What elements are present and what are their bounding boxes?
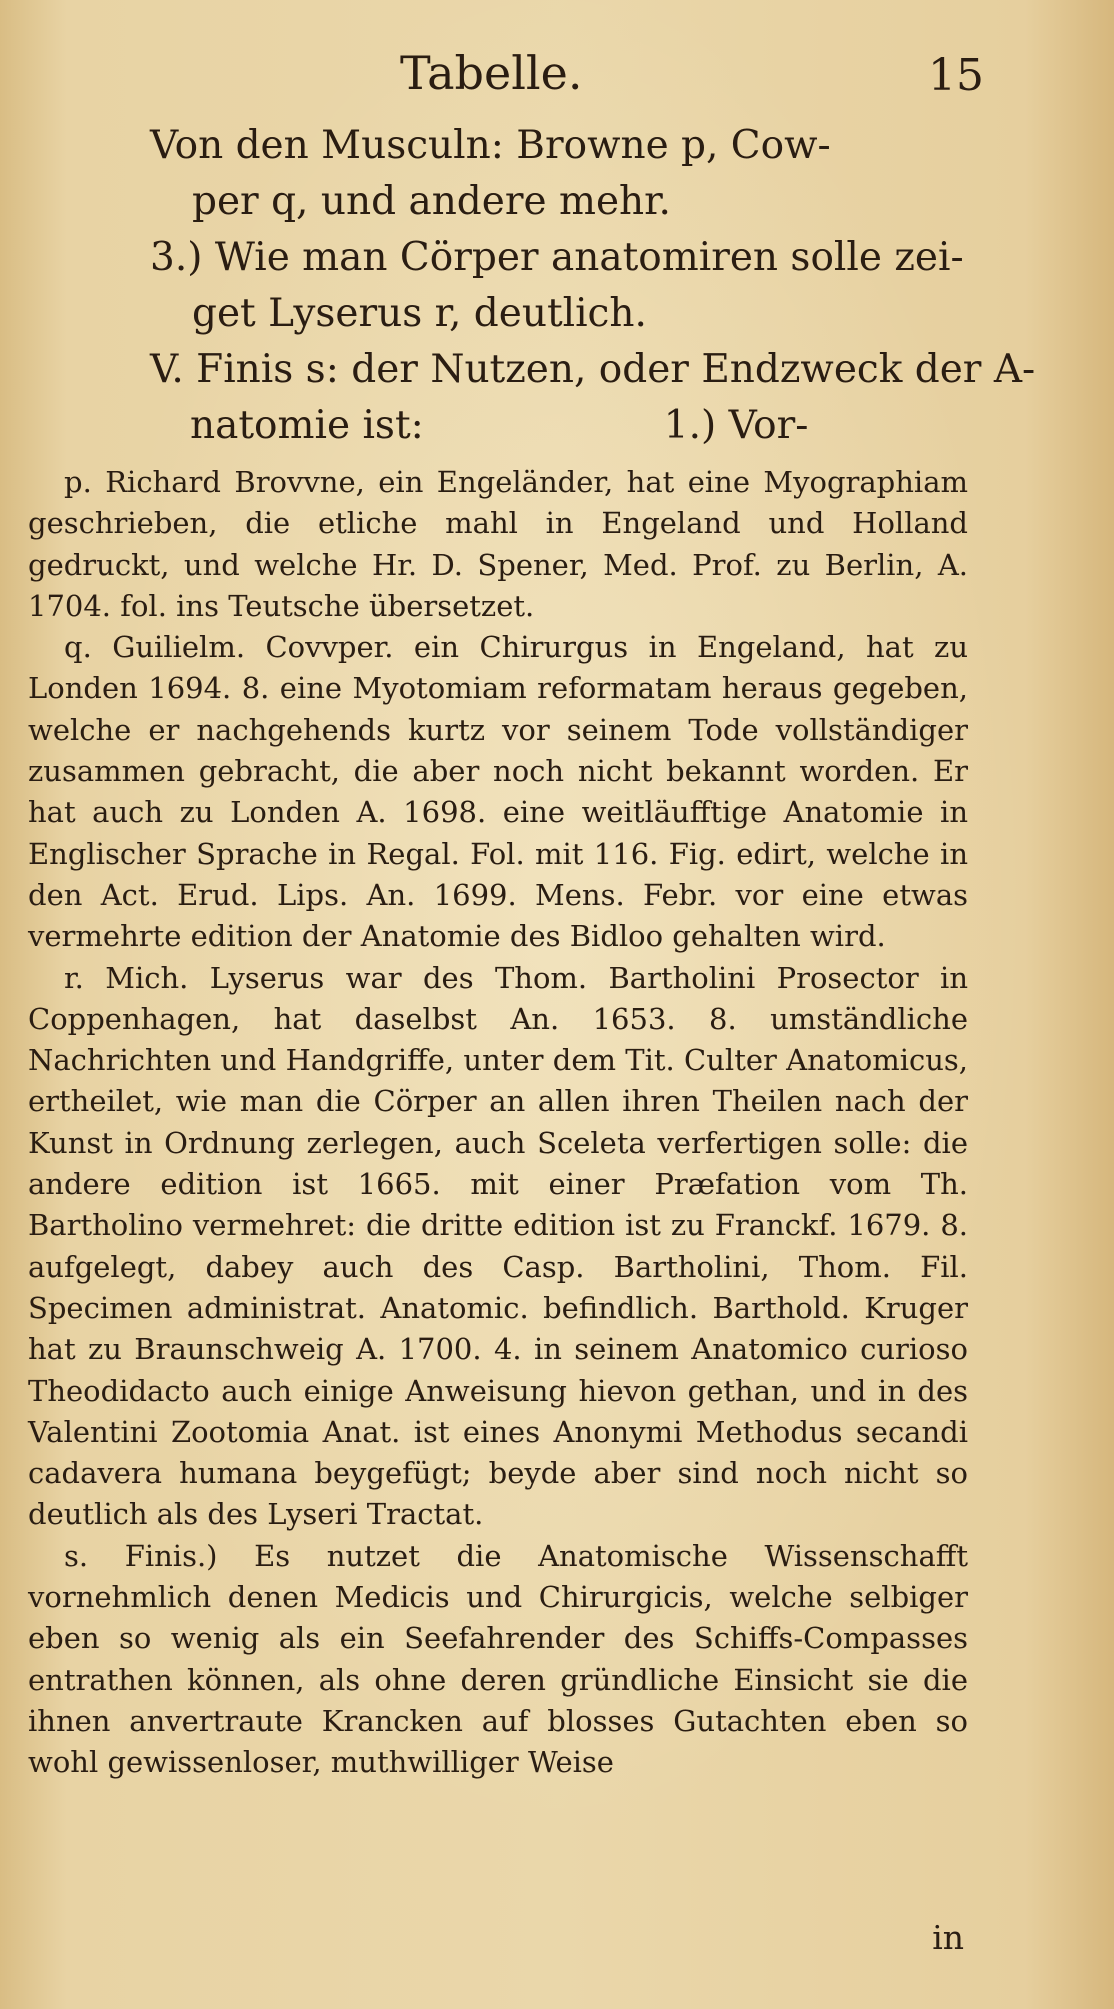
- main-line: Von den Musculn: Browne p, Cow-: [150, 123, 831, 168]
- main-line-left: natomie ist:: [190, 403, 424, 448]
- footnote-q: q. Guilielm. Covvper. ein Chirurgus in Engeland, hat zu Londen 1694. 8. eine Myotomiam reformatam heraus gegeben, welche er nachgehends kurtz vor seinem Tode vollständiger zusammen gebracht, die aber noch nicht bekannt worden. Er hat auch zu Londen A. 1698. eine weitläufftige Anatomie in Englischer Sprache in Regal. Fol. mit 116. Fig. edirt, welche in den Act. Erud. Lips. An. 1699. Mens. Febr. vor eine etwas vermehrte edition der Anatomie des Bidloo gehalten wird.: [28, 630, 968, 954]
- main-line: get Lyserus r, deutlich.: [192, 291, 647, 336]
- running-title: Tabelle.: [400, 46, 583, 100]
- main-line: V. Finis s: der Nutzen, oder Endzweck der A-: [150, 347, 1036, 392]
- running-header: [0, 46, 1114, 116]
- footnotes: [28, 462, 968, 1784]
- footnote-r: r. Mich. Lyserus war des Thom. Bartholini Prosector in Coppenhagen, hat daselbst An. 1653. 8. umständliche Nachrichten und Handgriffe, unter dem Tit. Culter Anatomicus, ertheilet, wie man die Cörper an allen ihren Theilen nach der Kunst in Ordnung zerlegen, auch Sceleta verfertigen solle: die andere edition ist 1665. mit einer Præfation vom Th. Bartholino vermehret: die dritte edition ist zu Franckf. 1679. 8. aufgelegt, dabey auch des Casp. Bartholini, Thom. Fil. Specimen administrat. Anatomic. befindlich. Barthold. Kruger hat zu Braunschweig A. 1700. 4. in seinem Anatomico curioso Theodidacto auch einige Anweisung hievon gethan, und in des Valentini Zootomia Anat. ist eines Anonymi Methodus secandi cadavera humana beygefügt; beyde aber sind noch nicht so deutlich als des Lyseri Tractat.: [28, 960, 968, 1532]
- footnote-s: s. Finis.) Es nutzet die Anatomische Wissenschafft vornehmlich denen Medicis und Chirurgicis, welche selbiger eben so wenig als ein Seefahrender des Schiffs-Compasses entrathen können, als ohne deren gründliche Einsicht sie die ihnen anvertraute Krancken auf blosses Gutachten eben so wohl gewissenloser, muthwilliger Weise: [28, 1538, 968, 1780]
- main-text: [150, 118, 1036, 454]
- page-number: 15: [928, 50, 984, 101]
- catchword: in: [932, 1918, 964, 1957]
- main-line: per q, und andere mehr.: [192, 179, 671, 224]
- main-line-right: 1.) Vor-: [663, 403, 809, 448]
- main-line: 3.) Wie man Cörper anatomiren solle zei-: [150, 235, 964, 280]
- footnote-p: p. Richard Brovvne, ein Engeländer, hat eine Myographiam geschrieben, die etliche mahl in Engeland und Holland gedruckt, und welche Hr. D. Spener, Med. Prof. zu Berlin, A. 1704. fol. ins Teutsche übersetzet.: [28, 465, 968, 623]
- main-line-last: [150, 398, 975, 454]
